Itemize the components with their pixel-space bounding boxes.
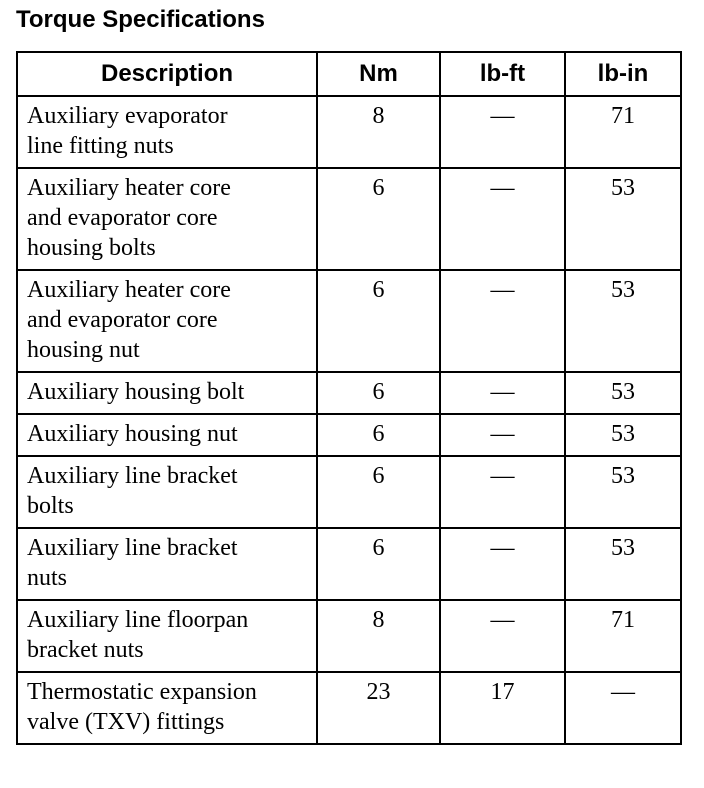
nm-cell: 6 — [317, 528, 440, 600]
lbft-cell: — — [440, 168, 565, 270]
description-line: housing nut — [27, 337, 140, 363]
description-line: and evaporator core — [27, 307, 218, 333]
lbft-cell: — — [440, 96, 565, 168]
description-cell — [17, 672, 317, 744]
column-header-nm: Nm — [317, 52, 440, 96]
nm-cell: 6 — [317, 372, 440, 414]
nm-cell: 23 — [317, 672, 440, 744]
lbft-cell: — — [440, 372, 565, 414]
lbft-cell: — — [440, 270, 565, 372]
description-line: Auxiliary line bracket — [27, 535, 238, 561]
nm-cell: 6 — [317, 414, 440, 456]
table-row — [17, 672, 681, 744]
table-row — [17, 600, 681, 672]
description-line: Auxiliary line bracket — [27, 463, 238, 489]
torque-specifications-table — [16, 51, 682, 745]
description-line: Auxiliary line floorpan — [27, 607, 249, 633]
lbft-cell: — — [440, 528, 565, 600]
description-line: Auxiliary housing bolt — [27, 379, 245, 405]
table-row — [17, 270, 681, 372]
lbin-cell: 53 — [565, 372, 681, 414]
lbin-cell: 53 — [565, 528, 681, 600]
table-row — [17, 168, 681, 270]
lbin-cell: — — [565, 672, 681, 744]
description-cell — [17, 168, 317, 270]
table-row — [17, 372, 681, 414]
description-line: housing bolts — [27, 235, 156, 261]
lbin-cell: 71 — [565, 96, 681, 168]
nm-cell: 6 — [317, 168, 440, 270]
description-line: Auxiliary housing nut — [27, 421, 238, 447]
nm-cell: 8 — [317, 96, 440, 168]
column-header-lbft: lb-ft — [440, 52, 565, 96]
lbft-cell: — — [440, 414, 565, 456]
nm-cell: 6 — [317, 456, 440, 528]
description-line: bracket nuts — [27, 637, 144, 663]
description-cell — [17, 600, 317, 672]
lbin-cell: 53 — [565, 456, 681, 528]
description-line: line fitting nuts — [27, 133, 174, 159]
description-cell — [17, 528, 317, 600]
description-cell — [17, 414, 317, 456]
column-header-description: Description — [17, 52, 317, 96]
nm-cell: 8 — [317, 600, 440, 672]
description-cell — [17, 456, 317, 528]
table-row — [17, 414, 681, 456]
description-cell — [17, 96, 317, 168]
header-row — [17, 52, 681, 96]
lbin-cell: 71 — [565, 600, 681, 672]
description-cell — [17, 270, 317, 372]
description-line: bolts — [27, 493, 74, 519]
description-line: nuts — [27, 565, 68, 591]
column-header-lbin: lb-in — [565, 52, 681, 96]
description-line: and evaporator core — [27, 205, 218, 231]
description-line: Auxiliary evaporator — [27, 103, 228, 129]
description-cell — [17, 372, 317, 414]
table-row — [17, 456, 681, 528]
lbin-cell: 53 — [565, 168, 681, 270]
lbin-cell: 53 — [565, 414, 681, 456]
lbin-cell: 53 — [565, 270, 681, 372]
description-line: valve (TXV) fittings — [27, 709, 225, 735]
nm-cell: 6 — [317, 270, 440, 372]
lbft-cell: — — [440, 456, 565, 528]
page-title: Torque Specifications — [16, 6, 265, 33]
description-line: Thermostatic expansion — [27, 679, 257, 705]
table-row — [17, 528, 681, 600]
lbft-cell: 17 — [440, 672, 565, 744]
lbft-cell: — — [440, 600, 565, 672]
table-row — [17, 96, 681, 168]
description-line: Auxiliary heater core — [27, 175, 231, 201]
description-line: Auxiliary heater core — [27, 277, 231, 303]
